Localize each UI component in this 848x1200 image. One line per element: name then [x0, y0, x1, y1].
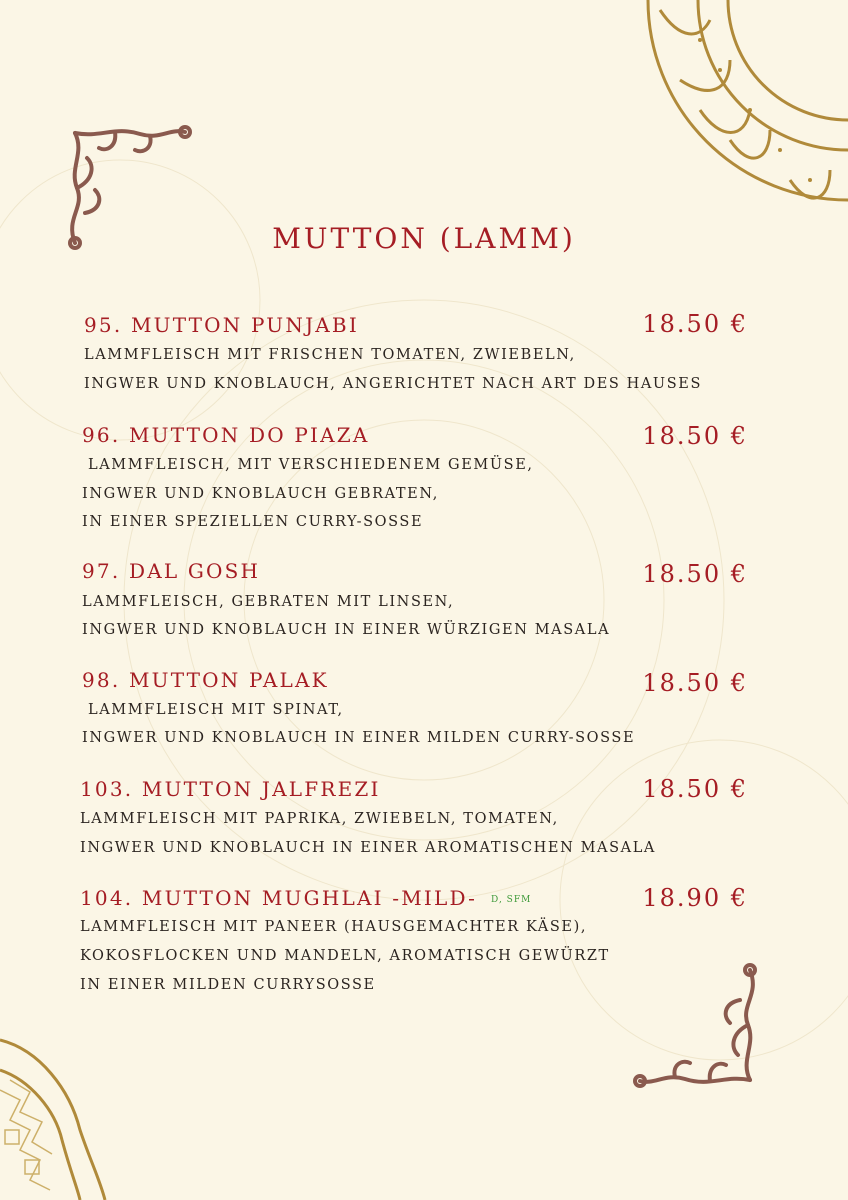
menu-item-description-line: INGWER UND KNOBLAUCH IN EINER WÜRZIGEN MASALA — [82, 622, 611, 638]
lattice-bottom-left-icon — [0, 1030, 110, 1200]
page-title: MUTTON (LAMM) — [272, 222, 576, 255]
menu-item-description-line: IN EINER MILDEN CURRYSOSSE — [80, 977, 376, 993]
menu-item-price: 18.50 € — [642, 310, 748, 338]
menu-item-price: 18.90 € — [642, 884, 748, 912]
menu-item-description-line: LAMMFLEISCH, MIT VERSCHIEDENEM GEMÜSE, — [88, 457, 534, 473]
menu-item-price: 18.50 € — [642, 422, 748, 450]
menu-item-name: 103. MUTTON JALFREZI — [80, 777, 381, 801]
menu-item-description-line: LAMMFLEISCH, GEBRATEN MIT LINSEN, — [82, 594, 455, 610]
allergen-codes: D, SFM — [491, 894, 532, 905]
menu-item-description-line: LAMMFLEISCH MIT FRISCHEN TOMATEN, ZWIEBELN, — [84, 347, 576, 363]
flourish-corner-bottom-right-icon — [630, 960, 770, 1095]
menu-item-description-line: INGWER UND KNOBLAUCH, ANGERICHTET NACH ART DES HAUSES — [84, 376, 703, 392]
menu-item-description-line: INGWER UND KNOBLAUCH GEBRATEN, — [82, 486, 439, 502]
menu-item-description-line: LAMMFLEISCH MIT PANEER (HAUSGEMACHTER KÄSE), — [80, 919, 588, 935]
menu-item-name: 96. MUTTON DO PIAZA — [82, 423, 370, 447]
menu-item-price: 18.50 € — [642, 775, 748, 803]
menu-item-name: 98. MUTTON PALAK — [82, 668, 329, 692]
menu-item-name-text: 104. MUTTON MUGHLAI -MILD- — [80, 886, 478, 910]
menu-item-description-line: LAMMFLEISCH MIT PAPRIKA, ZWIEBELN, TOMATEN, — [80, 811, 559, 827]
menu-item-name — [80, 885, 531, 913]
menu-item-description-line: KOKOSFLOCKEN UND MANDELN, AROMATISCH GEWÜRZT — [80, 948, 610, 964]
menu-item-price: 18.50 € — [642, 560, 748, 588]
menu-item-description-line: INGWER UND KNOBLAUCH IN EINER MILDEN CURRY-SOSSE — [82, 730, 636, 746]
mandala-top-right-icon — [640, 0, 848, 240]
menu-item-description-line: INGWER UND KNOBLAUCH IN EINER AROMATISCHEN MASALA — [80, 840, 657, 856]
menu-item-name: 97. DAL GOSH — [82, 559, 261, 583]
menu-item-description-line: LAMMFLEISCH MIT SPINAT, — [88, 702, 344, 718]
menu-item-description-line: IN EINER SPEZIELLEN CURRY-SOSSE — [82, 514, 424, 530]
menu-item-name: 95. MUTTON PUNJABI — [84, 313, 359, 337]
menu-item-price: 18.50 € — [642, 669, 748, 697]
